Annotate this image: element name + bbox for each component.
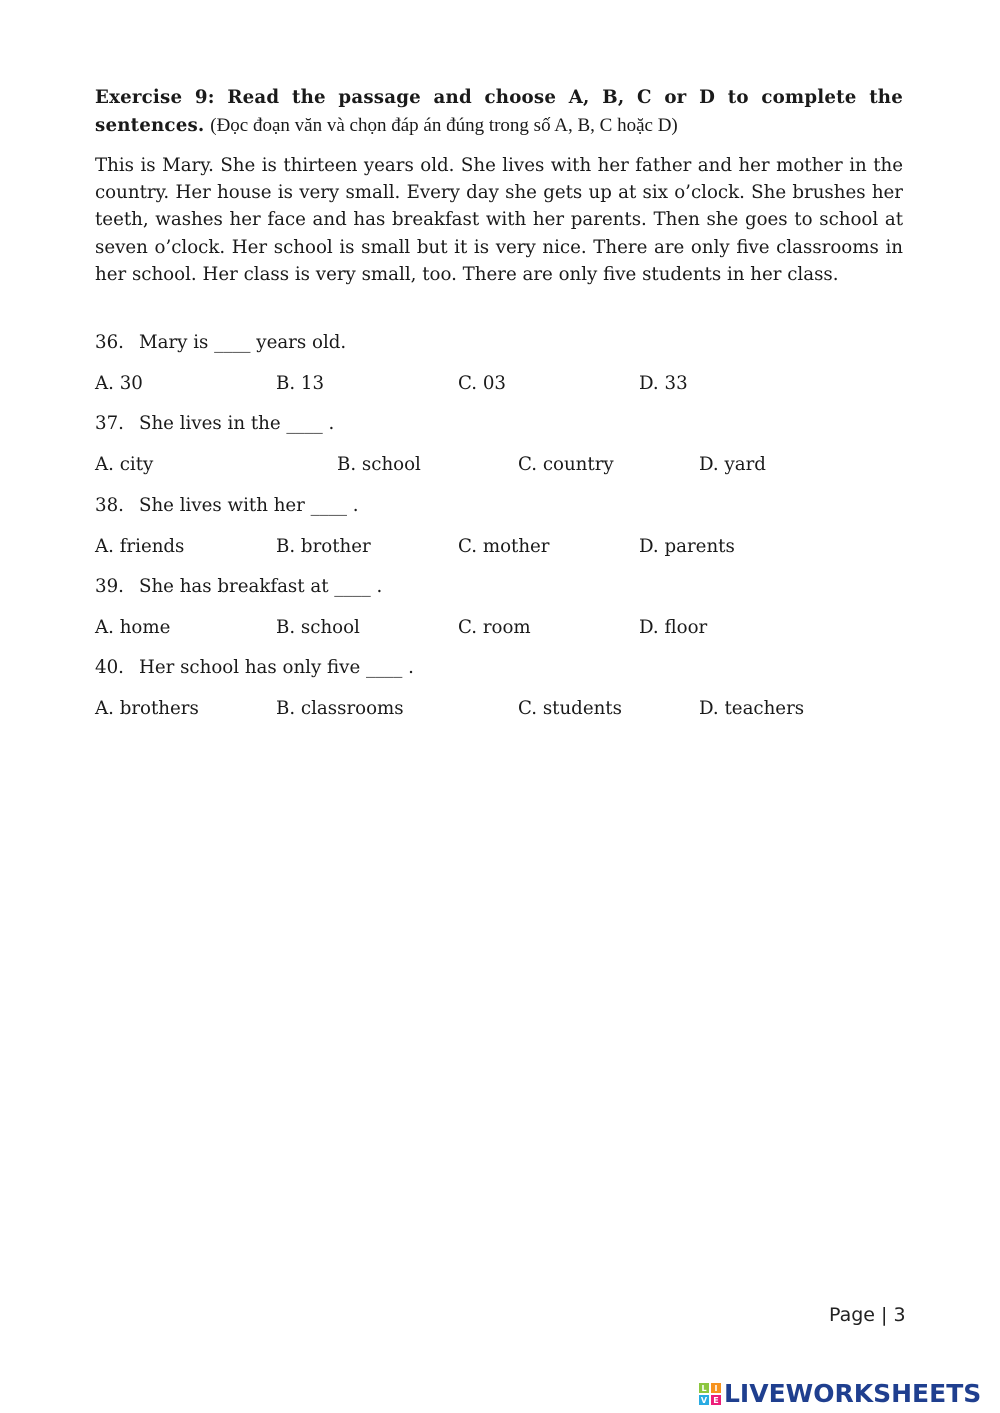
svg-text:I: I [714, 1384, 718, 1393]
question-text: She lives in the ____ . [139, 413, 335, 434]
svg-text:E: E [713, 1396, 719, 1405]
question-number: 39. [95, 576, 124, 597]
question-text: She lives with her ____ . [139, 495, 359, 516]
option-a[interactable]: A. home [95, 617, 171, 638]
liveworksheets-logo-icon [699, 1383, 721, 1405]
option-d[interactable]: D. floor [639, 617, 708, 638]
option-c[interactable]: C. country [518, 454, 614, 475]
svg-text:L: L [701, 1384, 707, 1393]
exercise-title: Exercise 9: Read the passage and choose A, B, C or D to complete the sentences. [95, 87, 903, 136]
exercise-heading [95, 84, 903, 140]
svg-text:V: V [700, 1396, 708, 1405]
brand-name: LIVEWORKSHEETS [724, 1379, 982, 1408]
question-text: Her school has only five ____ . [139, 657, 414, 678]
option-c[interactable]: C. room [458, 617, 531, 638]
option-b[interactable]: B. school [276, 617, 360, 638]
question-38 [95, 494, 359, 518]
option-d[interactable]: D. yard [699, 454, 766, 475]
question-40 [95, 656, 414, 680]
option-d[interactable]: D. 33 [639, 373, 688, 394]
question-text: She has breakfast at ____ . [139, 576, 383, 597]
option-a[interactable]: A. 30 [95, 373, 143, 394]
reading-passage: This is Mary. She is thirteen years old. She lives with her father and her mother in the country. Her house is very small. Every day she gets up at six o’clock. She brushes her teeth, washes her face and has breakfast with her parents. Then she goes to school at seven o’clock. Her school is small but it is very nice. There are only five classrooms in her school. Her class is very small, too. There are only five students in her class. [95, 155, 903, 285]
question-number: 40. [95, 657, 124, 678]
question-number: 37. [95, 413, 124, 434]
question-37 [95, 412, 334, 436]
liveworksheets-brand[interactable] [699, 1380, 981, 1408]
option-b[interactable]: B. brother [276, 536, 371, 557]
option-d[interactable]: D. teachers [699, 698, 805, 719]
option-c[interactable]: C. mother [458, 536, 550, 557]
question-number: 36. [95, 332, 124, 353]
question-text: Mary is ____ years old. [139, 332, 347, 353]
option-a[interactable]: A. city [95, 454, 154, 475]
option-b[interactable]: B. 13 [276, 373, 325, 394]
option-c[interactable]: C. students [518, 698, 622, 719]
option-a[interactable]: A. friends [95, 536, 185, 557]
question-number: 38. [95, 495, 124, 516]
option-d[interactable]: D. parents [639, 536, 735, 557]
option-b[interactable]: B. classrooms [276, 698, 404, 719]
page-number: Page | 3 [829, 1304, 906, 1326]
question-36 [95, 331, 346, 355]
exercise-note: (Đọc đoạn văn và chọn đáp án đúng trong số A, B, C hoặc D) [210, 115, 678, 136]
option-b[interactable]: B. school [337, 454, 421, 475]
question-39 [95, 575, 382, 599]
option-a[interactable]: A. brothers [95, 698, 199, 719]
option-c[interactable]: C. 03 [458, 373, 506, 394]
